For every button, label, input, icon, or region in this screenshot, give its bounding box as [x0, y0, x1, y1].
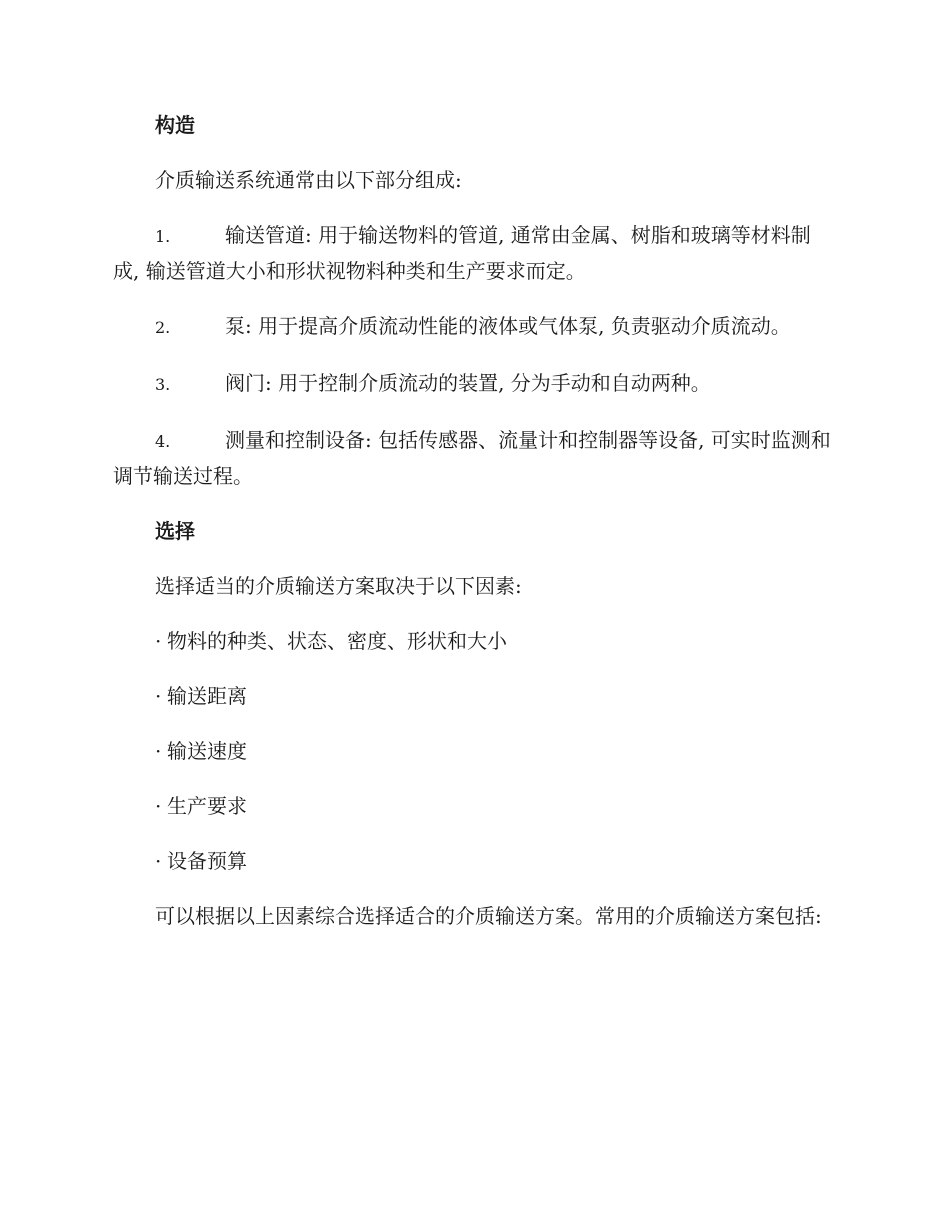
construction-intro: 介质输送系统通常由以下部分组成: — [155, 168, 462, 192]
selection-outro: 可以根据以上因素综合选择适合的介质输送方案。常用的介质输送方案包括: — [155, 904, 822, 928]
item-number: 2. — [155, 318, 171, 337]
numbered-item — [113, 218, 835, 288]
bullet-dot-icon: · — [155, 849, 162, 873]
bullet-dot-icon: · — [155, 794, 162, 818]
bullet-item — [113, 624, 835, 658]
bullet-text: 输送距离 — [167, 684, 247, 708]
bullet-dot-icon: · — [155, 739, 162, 763]
bullet-text: 设备预算 — [167, 849, 247, 873]
bullet-item — [113, 789, 835, 823]
bullet-text: 生产要求 — [167, 794, 247, 818]
section-heading-construction: 构造 — [155, 113, 195, 137]
bullet-text: 输送速度 — [167, 739, 247, 763]
document-body — [113, 108, 835, 954]
item-text: 泵: 用于提高介质流动性能的液体或气体泵, 负责驱动介质流动。 — [225, 314, 791, 338]
bullet-item — [113, 844, 835, 878]
bullet-text: 物料的种类、状态、密度、形状和大小 — [167, 629, 507, 653]
item-text: 输送管道: 用于输送物料的管道, 通常由金属、树脂和玻璃等材料制成, 输送管道大小和形状视物料种类和生产要求而定。 — [113, 223, 811, 283]
item-text: 测量和控制设备: 包括传感器、流量计和控制器等设备, 可实时监测和调节输送过程。 — [113, 428, 831, 488]
section-heading-selection: 选择 — [155, 519, 195, 543]
bullet-dot-icon: · — [155, 629, 162, 653]
item-number: 1. — [155, 227, 171, 246]
bullet-item — [113, 679, 835, 713]
item-number: 3. — [155, 375, 171, 394]
numbered-item — [113, 366, 835, 402]
bullet-dot-icon: · — [155, 684, 162, 708]
item-text: 阀门: 用于控制介质流动的装置, 分为手动和自动两种。 — [225, 371, 711, 395]
selection-intro: 选择适当的介质输送方案取决于以下因素: — [155, 574, 522, 598]
bullet-item — [113, 734, 835, 768]
item-number: 4. — [155, 432, 171, 451]
numbered-item — [113, 309, 835, 345]
numbered-item — [113, 423, 835, 493]
